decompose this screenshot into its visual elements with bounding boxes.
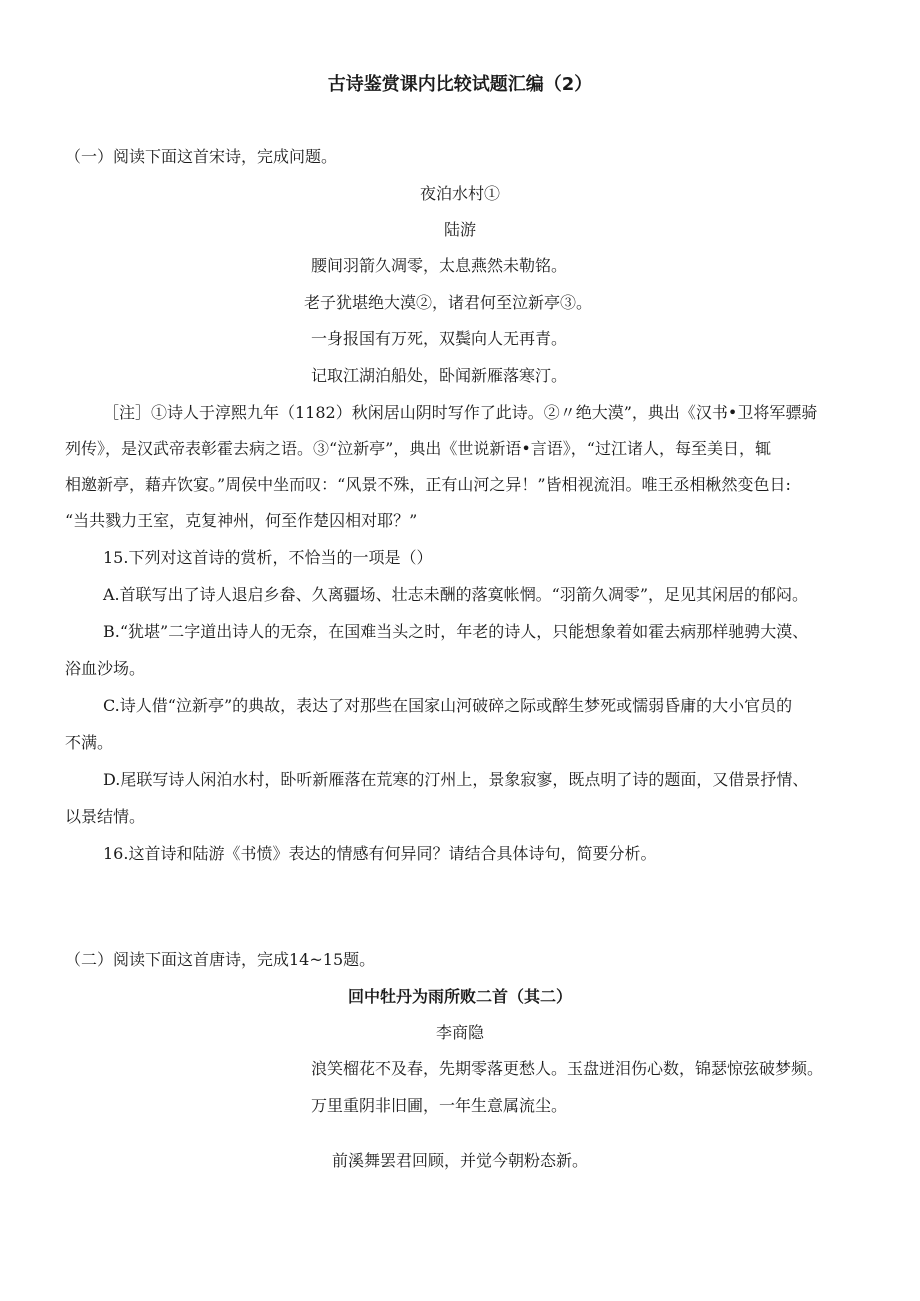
poem1-title: 夜泊水村① [419, 184, 500, 203]
poem1-line: 腰间羽箭久凋零，太息燕然未勒铭。 [311, 256, 568, 275]
poem1-note: ［注］①诗人于淳熙九年（1182）秋闲居山阴时写作了此诗。②〃绝大漠”，典出《汉书•卫将军骠骑 [103, 403, 818, 422]
poem1-note: 列传》，是汉武帝表彰霍去病之语。③“泣新亭”，典出《世说新语•言语》，“过江诸人，每至美日，辄 [65, 439, 771, 458]
poem2-line: 浪笑榴花不及春，先期零落更愁人。玉盘迸泪伤心数，锦瑟惊弦破梦频。 [311, 1059, 824, 1078]
option-c-cont: 不满。 [65, 733, 114, 752]
poem1-note: 相邀新亭，藉卉饮宴。”周侯中坐而叹：“风景不殊，正有山河之异！”皆相视流泪。唯王丞相楸然变色日: [65, 475, 791, 494]
option-d-cont: 以景结情。 [65, 807, 146, 826]
poem2-line: 万里重阴非旧圃，一年生意属流尘。 [311, 1096, 568, 1115]
poem1-line: 老子犹堪绝大漠②，诸君何至泣新亭③。 [304, 293, 593, 312]
option-b-cont: 浴血沙场。 [65, 659, 146, 678]
question-16: 16.这首诗和陆游《书愤》表达的情感有何异同？请结合具体诗句，简要分析。 [103, 844, 657, 863]
option-d: D.尾联写诗人闲泊水村，卧听新雁落在荒寒的汀州上，景象寂寥，既点明了诗的题面，又借景抒情、 [103, 770, 809, 789]
document-title: 古诗鉴赏课内比较试题汇编（2） [327, 74, 593, 95]
option-c: C.诗人借“泣新亭”的典故，表达了对那些在国家山河破碎之际或醉生梦死或懦弱昏庸的大小官员的 [103, 696, 793, 715]
poem2-author: 李商隐 [435, 1023, 484, 1042]
poem1-note: “当共戮力王室，克复神州，何至作楚囚相对耶？” [65, 511, 418, 530]
option-b: B.“犹堪”二字道出诗人的无奈，在国难当头之时，年老的诗人，只能想象着如霍去病那样驰骋大漠、 [103, 622, 809, 641]
question-15: 15.下列对这首诗的赏析，不恰当的一项是（） [103, 548, 433, 567]
poem1-author: 陆游 [443, 220, 476, 239]
poem2-title: 回中牡丹为雨所败二首（其二） [347, 987, 572, 1006]
option-a: A.首联写出了诗人退启乡畚、久离疆场、壮志未酬的落寞帐惘。“羽箭久凋零”，足见其闲居的郁闷。 [103, 585, 809, 604]
section2-intro: （二）阅读下面这首唐诗，完成14~15题。 [65, 950, 376, 969]
poem1-line: 记取江湖泊船处，卧闻新雁落寒汀。 [311, 366, 568, 385]
section1-intro: （一）阅读下面这首宋诗，完成问题。 [65, 147, 338, 166]
poem2-line: 前溪舞罢君回顾，并觉今朝粉态新。 [331, 1151, 588, 1170]
poem1-line: 一身报国有万死，双鬓向人无再青。 [311, 329, 568, 348]
